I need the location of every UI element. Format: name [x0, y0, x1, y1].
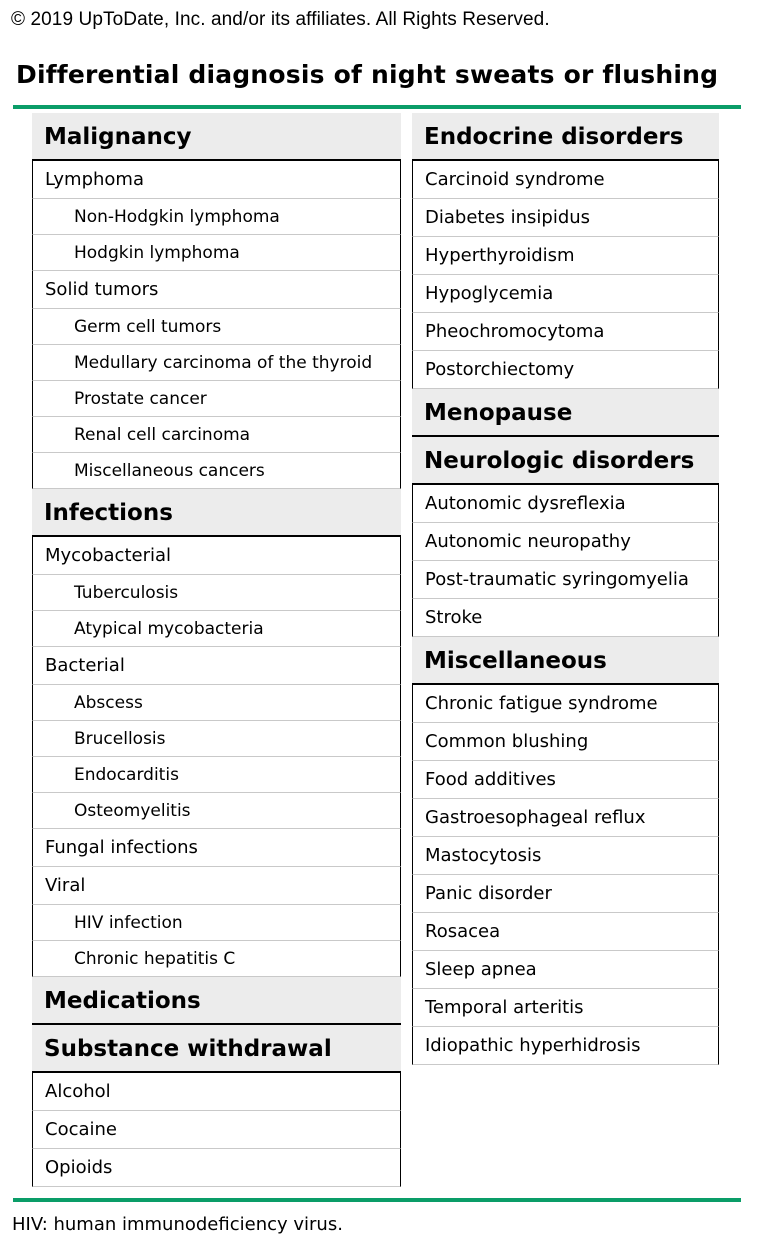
list-item: Gastroesophageal reflux: [412, 799, 719, 837]
section-heading-medications: Medications: [32, 977, 401, 1025]
list-item: Temporal arteritis: [412, 989, 719, 1027]
list-item: Pheochromocytoma: [412, 313, 719, 351]
list-item: Solid tumors: [32, 271, 401, 309]
list-item: Sleep apnea: [412, 951, 719, 989]
page-title: Differential diagnosis of night sweats or flushing: [16, 60, 719, 89]
list-item: Panic disorder: [412, 875, 719, 913]
list-item: Renal cell carcinoma: [32, 417, 401, 453]
copyright-notice: © 2019 UpToDate, Inc. and/or its affiliates. All Rights Reserved.: [11, 9, 550, 30]
list-item: Tuberculosis: [32, 575, 401, 611]
list-item: Autonomic neuropathy: [412, 523, 719, 561]
list-item: Abscess: [32, 685, 401, 721]
list-item: Mastocytosis: [412, 837, 719, 875]
list-item: Cocaine: [32, 1111, 401, 1149]
list-item: Non-Hodgkin lymphoma: [32, 199, 401, 235]
list-item: Hyperthyroidism: [412, 237, 719, 275]
list-item: Food additives: [412, 761, 719, 799]
list-item: Rosacea: [412, 913, 719, 951]
bottom-divider: [13, 1198, 741, 1202]
section-heading-menopause: Menopause: [412, 389, 719, 437]
list-item: Germ cell tumors: [32, 309, 401, 345]
list-item: Hypoglycemia: [412, 275, 719, 313]
section-heading-infections: Infections: [32, 489, 401, 537]
right-column: [412, 113, 719, 1065]
list-item: Fungal infections: [32, 829, 401, 867]
list-item: Autonomic dysreflexia: [412, 485, 719, 523]
list-item: Idiopathic hyperhidrosis: [412, 1027, 719, 1065]
list-item: Viral: [32, 867, 401, 905]
list-item: Endocarditis: [32, 757, 401, 793]
list-item: Post-traumatic syringomyelia: [412, 561, 719, 599]
list-item: Opioids: [32, 1149, 401, 1187]
list-item: Medullary carcinoma of the thyroid: [32, 345, 401, 381]
list-item: Prostate cancer: [32, 381, 401, 417]
list-item: Osteomyelitis: [32, 793, 401, 829]
list-item: Postorchiectomy: [412, 351, 719, 389]
section-heading-neurologic-disorders: Neurologic disorders: [412, 437, 719, 485]
section-heading-miscellaneous: Miscellaneous: [412, 637, 719, 685]
list-item: Chronic fatigue syndrome: [412, 685, 719, 723]
list-item: Lymphoma: [32, 161, 401, 199]
list-item: Miscellaneous cancers: [32, 453, 401, 489]
list-item: Brucellosis: [32, 721, 401, 757]
list-item: Mycobacterial: [32, 537, 401, 575]
list-item: Alcohol: [32, 1073, 401, 1111]
list-item: Common blushing: [412, 723, 719, 761]
list-item: Carcinoid syndrome: [412, 161, 719, 199]
left-column: [32, 113, 401, 1187]
list-item: Bacterial: [32, 647, 401, 685]
list-item: HIV infection: [32, 905, 401, 941]
footnote: HIV: human immunodeficiency virus.: [12, 1214, 343, 1235]
list-item: Atypical mycobacteria: [32, 611, 401, 647]
section-heading-malignancy: Malignancy: [32, 113, 401, 161]
list-item: Chronic hepatitis C: [32, 941, 401, 977]
list-item: Stroke: [412, 599, 719, 637]
top-divider: [13, 105, 741, 109]
list-item: Diabetes insipidus: [412, 199, 719, 237]
list-item: Hodgkin lymphoma: [32, 235, 401, 271]
section-heading-substance-withdrawal: Substance withdrawal: [32, 1025, 401, 1073]
section-heading-endocrine-disorders: Endocrine disorders: [412, 113, 719, 161]
